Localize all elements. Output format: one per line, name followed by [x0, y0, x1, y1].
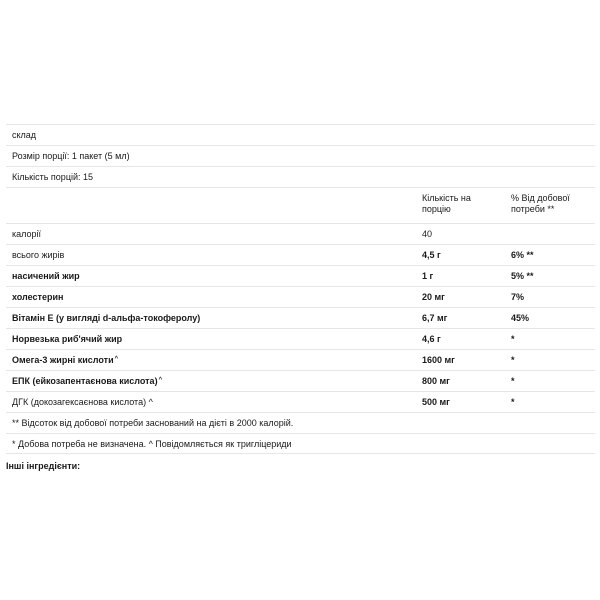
nutrient-name: Норвезька риб'ячий жир	[12, 334, 123, 344]
nutrient-name: всього жирів	[12, 250, 65, 260]
nutrient-amount: 6,7 мг	[422, 313, 448, 323]
table-row	[6, 286, 595, 307]
nutrient-name: насичений жир	[12, 271, 80, 281]
nutrient-dv: *	[511, 334, 515, 344]
nutrient-dv: *	[511, 376, 515, 386]
nutrient-name: Омега-3 жирні кислоти	[12, 355, 114, 365]
nutrient-dv: 6% **	[511, 250, 534, 260]
supplement-facts-table	[6, 124, 595, 454]
nutrient-name-wrap	[12, 350, 118, 371]
footnote-daily-value: ** Відсоток від добової потреби заснований на дієті в 2000 калорій.	[6, 412, 595, 433]
nutrient-amount: 1 г	[422, 271, 434, 281]
table-row	[6, 244, 595, 265]
nutrient-amount: 4,6 г	[422, 334, 441, 344]
table-row	[6, 391, 595, 412]
table-row	[6, 349, 595, 370]
other-ingredients-heading: Інші інгредієнти:	[6, 461, 81, 471]
nutrient-dv: *	[511, 355, 515, 365]
table-title: склад	[6, 124, 595, 145]
nutrient-amount: 20 мг	[422, 292, 445, 302]
servings-count: Кількість порцій: 15	[6, 166, 595, 187]
nutrient-name: ДГК (докозагексаєнова кислота) ^	[12, 397, 153, 407]
nutrient-dv: 7%	[511, 292, 525, 302]
table-header	[6, 187, 595, 223]
triglyceride-mark: ^	[114, 356, 119, 362]
nutrient-dv: 45%	[511, 313, 530, 323]
nutrient-name: Вітамін Е (у вигляді d-альфа-токоферолу)	[12, 313, 201, 323]
table-row	[6, 328, 595, 349]
nutrient-name: холестерин	[12, 292, 64, 302]
nutrient-amount: 4,5 г	[422, 250, 441, 260]
serving-size: Розмір порції: 1 пакет (5 мл)	[6, 145, 595, 166]
table-row	[6, 223, 595, 244]
nutrient-amount: 800 мг	[422, 376, 450, 386]
nutrient-dv: 5% **	[511, 271, 534, 281]
nutrient-name: калорії	[12, 229, 42, 239]
footnote-not-established: * Добова потреба не визначена. ^ Повідомляється як тригліцериди	[6, 433, 595, 454]
triglyceride-mark: ^	[158, 377, 163, 383]
nutrient-name: ЕПК (ейкозапентаєнова кислота)	[12, 376, 158, 386]
nutrient-amount: 1600 мг	[422, 355, 455, 365]
amount-column-header: Кількість на порцію	[422, 193, 471, 214]
table-row	[6, 307, 595, 328]
nutrient-amount: 500 мг	[422, 397, 450, 407]
table-row	[6, 370, 595, 391]
nutrient-name-wrap	[12, 371, 162, 392]
nutrient-amount: 40	[422, 229, 433, 239]
table-row	[6, 265, 595, 286]
daily-value-column-header: % Від добової потреби **	[511, 193, 570, 214]
nutrient-dv: *	[511, 397, 515, 407]
